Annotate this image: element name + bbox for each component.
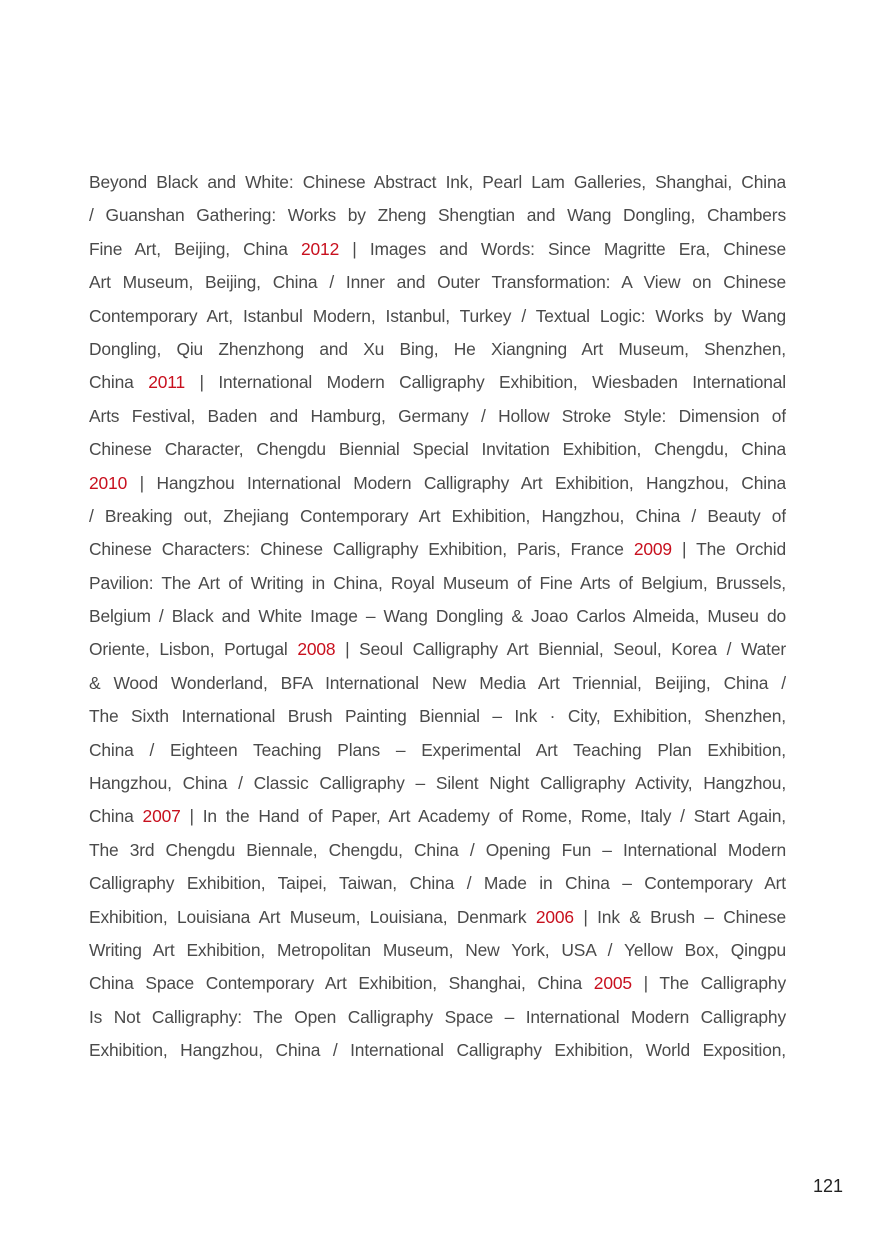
text-segment: / Breaking out, Zhejiang Contemporary Art Exhibition, Hangzhou, China / Beauty of (89, 505, 786, 526)
text-line (89, 467, 786, 500)
year-marker: 2006 (535, 906, 574, 927)
text-line (89, 633, 786, 666)
text-segment: Writing Art Exhibition, Metropolitan Museum, New York, USA / Yellow Box, Qingpu (89, 939, 786, 960)
text-line (89, 233, 786, 266)
text-segment: Chinese Characters: Chinese Calligraphy Exhibition, Paris, France (89, 539, 634, 560)
text-line (89, 800, 786, 833)
text-line (89, 166, 786, 199)
text-segment: The Sixth International Brush Painting Biennial – Ink · City, Exhibition, Shenzhen, (89, 706, 786, 727)
text-line (89, 667, 786, 700)
text-line (89, 400, 786, 433)
text-segment: Pavilion: The Art of Writing in China, Royal Museum of Fine Arts of Belgium, Brussels, (89, 572, 786, 593)
text-line (89, 533, 786, 566)
text-segment: Dongling, Qiu Zhenzhong and Xu Bing, He Xiangning Art Museum, Shenzhen, (89, 338, 786, 359)
text-segment: | The Calligraphy (631, 973, 786, 994)
text-segment: China (89, 806, 143, 827)
text-line (89, 300, 786, 333)
text-segment: Chinese Character, Chengdu Biennial Special Invitation Exhibition, Chengdu, China (89, 439, 786, 460)
text-segment: Is Not Calligraphy: The Open Calligraphy Space – International Modern Calligraphy (89, 1006, 786, 1027)
text-segment: | In the Hand of Paper, Art Academy of Rome, Rome, Italy / Start Again, (180, 806, 786, 827)
text-segment: Arts Festival, Baden and Hamburg, Germany / Hollow Stroke Style: Dimension of (89, 405, 786, 426)
year-marker: 2012 (301, 238, 340, 259)
year-marker: 2011 (148, 372, 185, 393)
text-line (89, 1034, 786, 1067)
year-marker: 2010 (89, 472, 128, 493)
text-line (89, 567, 786, 600)
text-segment: | The Orchid (671, 539, 786, 560)
text-line (89, 433, 786, 466)
text-line (89, 600, 786, 633)
text-segment: Exhibition, Hangzhou, China / International Calligraphy Exhibition, World Exposition, (89, 1040, 786, 1061)
text-segment: Fine Art, Beijing, China (89, 238, 302, 259)
text-segment: Calligraphy Exhibition, Taipei, Taiwan, China / Made in China – Contemporary Art (89, 873, 786, 894)
text-segment: The 3rd Chengdu Biennale, Chengdu, China / Opening Fun – International Modern (89, 839, 786, 860)
text-line (89, 834, 786, 867)
text-line (89, 967, 786, 1000)
exhibition-history-paragraph (89, 166, 786, 1068)
page-number: 121 (812, 1176, 843, 1196)
text-segment: / Guanshan Gathering: Works by Zheng Shengtian and Wang Dongling, Chambers (89, 205, 786, 226)
text-segment: Art Museum, Beijing, China / Inner and Outer Transformation: A View on Chinese (89, 272, 786, 293)
text-line (89, 734, 786, 767)
text-segment: Hangzhou, China / Classic Calligraphy – Silent Night Calligraphy Activity, Hangzhou, (89, 773, 786, 794)
text-line (89, 700, 786, 733)
text-segment: Exhibition, Louisiana Art Museum, Louisiana, Denmark (89, 906, 536, 927)
text-line (89, 867, 786, 900)
text-segment: | International Modern Calligraphy Exhibition, Wiesbaden International (184, 372, 786, 393)
text-segment: China (89, 372, 149, 393)
text-line (89, 199, 786, 232)
text-segment: Oriente, Lisbon, Portugal (89, 639, 298, 660)
text-line (89, 500, 786, 533)
text-line (89, 901, 786, 934)
text-line (89, 366, 786, 399)
year-marker: 2009 (633, 539, 672, 560)
text-segment: & Wood Wonderland, BFA International New Media Art Triennial, Beijing, China / (89, 672, 786, 693)
text-segment: | Ink & Brush – Chinese (573, 906, 786, 927)
text-line (89, 1001, 786, 1034)
text-line (89, 934, 786, 967)
text-line (89, 266, 786, 299)
text-segment: China Space Contemporary Art Exhibition, Shanghai, China (89, 973, 594, 994)
text-segment: Contemporary Art, Istanbul Modern, Istanbul, Turkey / Textual Logic: Works by Wang (89, 305, 786, 326)
text-segment: Belgium / Black and White Image – Wang Dongling & Joao Carlos Almeida, Museu do (89, 606, 786, 627)
text-segment: | Seoul Calligraphy Art Biennial, Seoul, Korea / Water (335, 639, 786, 660)
text-segment: China / Eighteen Teaching Plans – Experimental Art Teaching Plan Exhibition, (89, 739, 786, 760)
year-marker: 2007 (142, 806, 181, 827)
year-marker: 2005 (593, 973, 632, 994)
year-marker: 2008 (297, 639, 336, 660)
text-segment: | Images and Words: Since Magritte Era, Chinese (339, 238, 786, 259)
text-segment: | Hangzhou International Modern Calligraphy Art Exhibition, Hangzhou, China (127, 472, 786, 493)
text-line (89, 333, 786, 366)
text-line (89, 767, 786, 800)
text-segment: Beyond Black and White: Chinese Abstract Ink, Pearl Lam Galleries, Shanghai, China (89, 172, 786, 192)
